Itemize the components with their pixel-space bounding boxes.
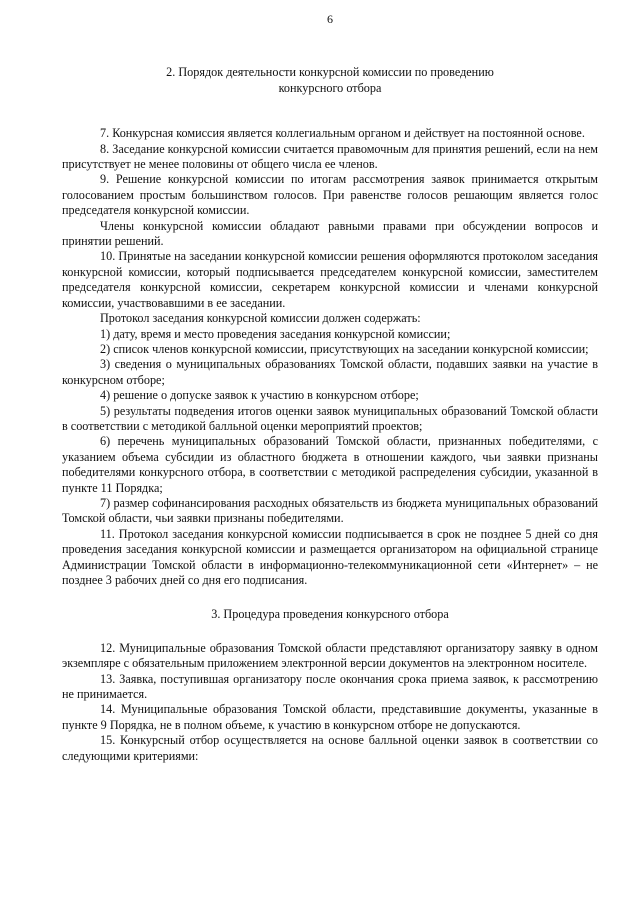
list-item-3: 3) сведения о муниципальных образованиях Томской области, подавших заявки на участие в конкурсном отборе; <box>62 357 598 387</box>
list-item-6: 6) перечень муниципальных образований Томской области, признанных победителями, с указанием объема субсидии из областного бюджета в отношении каждого, чьи заявки признаны победителями конкурсного отбора, в соответствии с методикой распределения субсидии, указанной в пункте 11 Порядка; <box>62 434 598 495</box>
paragraph-14: 14. Муниципальные образования Томской области, представившие документы, указанные в пункте 9 Порядка, не в полном объеме, к участию в конкурсном отборе не допускаются. <box>62 702 598 732</box>
list-item-7: 7) размер софинансирования расходных обязательств из бюджета муниципальных образований Томской области, чьи заявки признаны победителями. <box>62 495 598 526</box>
list-item-5: 5) результаты подведения итогов оценки заявок муниципальных образований Томской области в соответствии с методикой балльной оценки мероприятий проектов; <box>62 403 598 433</box>
list-item-4: 4) решение о допуске заявок к участию в конкурсном отборе; <box>100 388 419 403</box>
section-2-heading-line1: 2. Порядок деятельности конкурсной комиссии по проведению <box>166 65 494 80</box>
paragraph-8: 8. Заседание конкурсной комиссии считается правомочным для принятия решений, если на нем присутствует не менее половины от общего числа ее членов. <box>62 141 598 172</box>
paragraph-12: 12. Муниципальные образования Томской области представляют организатору заявку в одном экземпляре с обязательным приложением электронной версии документов на электронном носителе. <box>62 640 598 671</box>
section-2 <box>62 65 598 588</box>
paragraph-13: 13. Заявка, поступившая организатору после окончания срока приема заявок, к рассмотрению не принимается. <box>62 671 598 702</box>
section-3 <box>62 607 598 764</box>
page-number: 6 <box>327 12 333 26</box>
paragraph-7: 7. Конкурсная комиссия является коллегиальным органом и действует на постоянной основе. <box>100 126 585 141</box>
paragraph-9: 9. Решение конкурсной комиссии по итогам рассмотрения заявок принимается открытым голосованием простым большинством голосов. При равенстве голосов решающим является голос председателя конкурсной комиссии. <box>62 172 598 218</box>
section-3-heading: 3. Процедура проведения конкурсного отбора <box>211 607 449 622</box>
list-item-2: 2) список членов конкурсной комиссии, присутствующих на заседании конкурсной комиссии; <box>100 341 589 356</box>
paragraph-10: 10. Принятые на заседании конкурсной комиссии решения оформляются протоколом заседания конкурсной комиссии, который подписывается председателем конкурсной комиссии, заместителем председателя конкурсной комиссии, секретарем конкурсной комиссии и членами конкурсной комиссии, участвовавшими в ее заседании. <box>62 249 598 310</box>
paragraph-protocol-contents: Протокол заседания конкурсной комиссии должен содержать: <box>100 311 421 326</box>
paragraph-15: 15. Конкурсный отбор осуществляется на основе балльной оценки заявок в соответствии со следующими критериями: <box>62 733 598 763</box>
paragraph-members: Члены конкурсной комиссии обладают равными правами при обсуждении вопросов и принятии решений. <box>62 218 598 249</box>
section-2-heading-line2: конкурсного отбора <box>278 80 382 95</box>
paragraph-11: 11. Протокол заседания конкурсной комиссии подписывается в срок не позднее 5 дней со дня проведения заседания конкурсной комиссии и размещается организатором на официальной странице Администрации Томской области в информационно-телекоммуникационной сети «Интернет» – не позднее 3 рабочих дней со дня его подписания. <box>62 526 598 587</box>
list-item-1: 1) дату, время и место проведения заседания конкурсной комиссии; <box>100 326 451 341</box>
